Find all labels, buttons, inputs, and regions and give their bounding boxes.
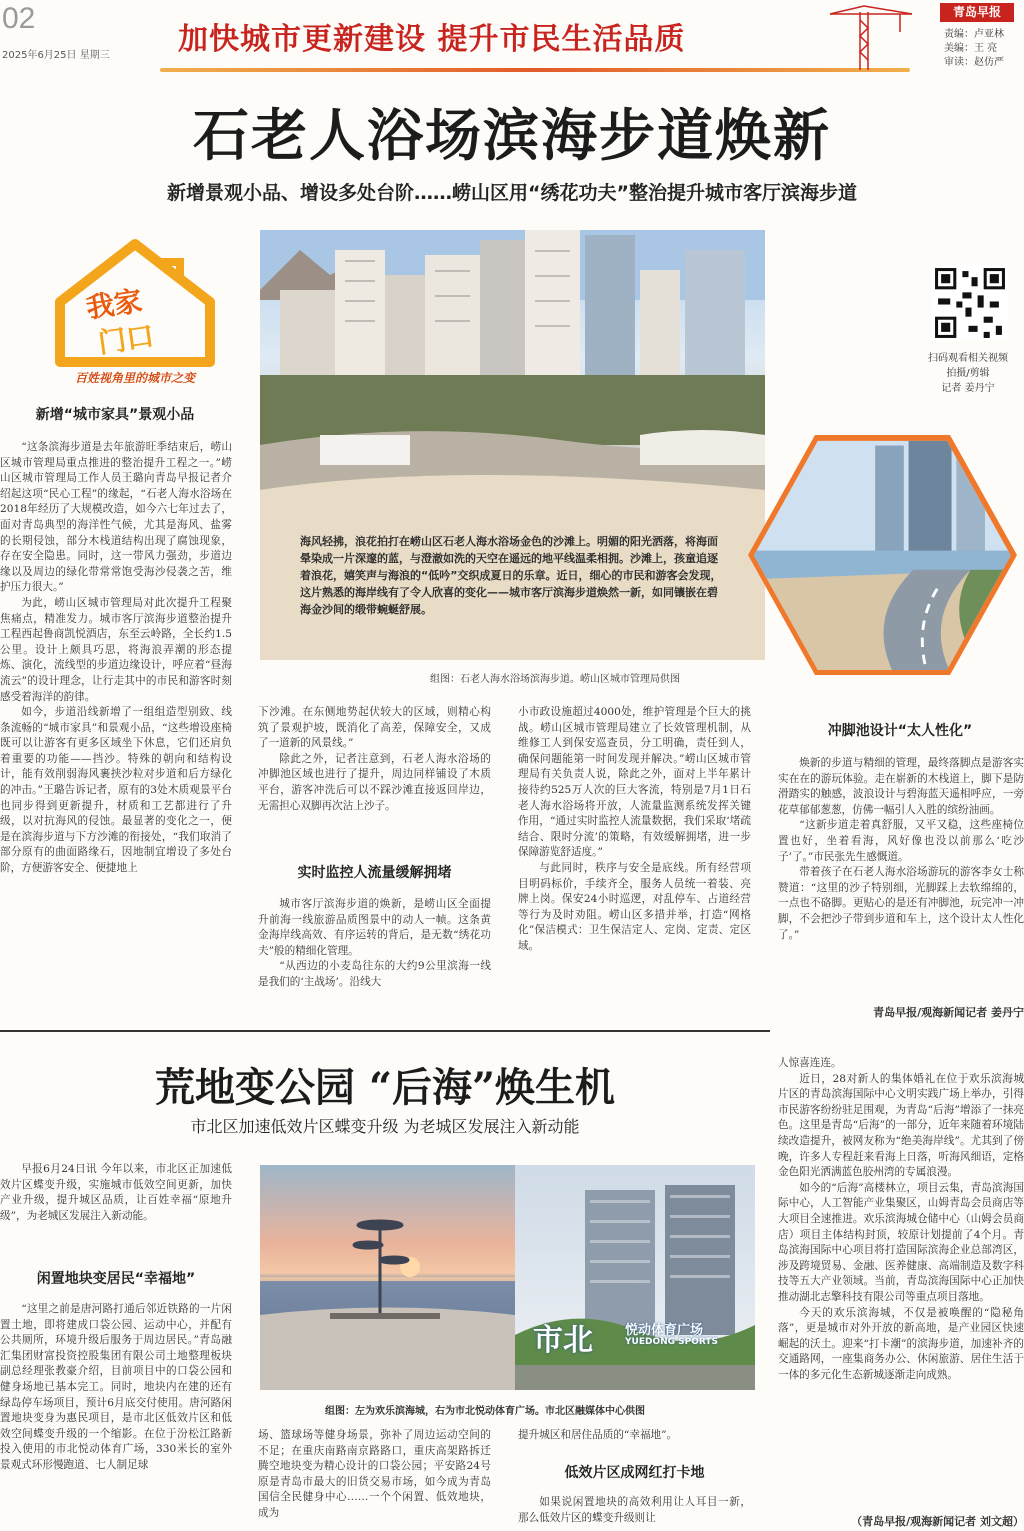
editor-credits [944, 28, 1004, 70]
paragraph: 焕新的步道与精细的管理，最终落脚点是游客实实在在的游玩体验。走在崭新的木栈道上，脚下是防滑踏实的触感，波浪设计与碧海蓝天遥相呼应，一旁花草郁郁葱葱，仿佛一幅引人入胜的缤纷油画。 [778, 757, 1024, 816]
paragraph: 城市客厅滨海步道的焕新，是崂山区全面提升前海一线旅游品质图景中的动人一帧。这条黄金海岸线高效、有序运转的背后，是无数“绣花功夫”般的精细化管理。 [258, 898, 491, 957]
story1-column-3 [518, 705, 751, 955]
story2-column-1 [0, 1162, 232, 1224]
paragraph: “这新步道走着真舒服，又平又稳，这些座椅位置也好，坐着看海，风好像也没以前那么‘吃沙子’了。”市民张先生感慨道。 [778, 819, 1024, 863]
column-tagline: 百姓视角里的城市之变 [74, 371, 195, 385]
qr-label [912, 351, 1024, 396]
qr-code[interactable] [932, 265, 1008, 341]
photo-overlay-caption: 海风轻拂，浪花拍打在崂山区石老人海水浴场金色的沙滩上。明媚的阳光洒落，将海面晕染成一片深邃的蓝，与澄澈如洗的天空在遥远的地平线温柔相拥。沙滩上，孩童追逐着浪花，嬉笑声与海浪的“低吟”交织成夏日的乐章。近日，细心的市民和游客会发现，这片熟悉的海岸线有了令人欣喜的变化——城市客厅滨海步道焕然一新，如同镶嵌在碧海金沙间的缎带蜿蜒舒展。 [300, 535, 722, 616]
paragraph: 今天的欢乐滨海城，不仅是被唤醒的“隐秘角落”，更是城市对外开放的新高地，是产业园区快速崛起的沃土。迎来“打卡潮”的滨海步道，加速补齐的交通路网，一座集商务办公、休闲旅游、居住生活于一体的多元化生态新城逐渐走向成熟。 [778, 1306, 1024, 1381]
qr-label-line: 扫码观看相关视频 [928, 353, 1008, 364]
sunset-illustration [260, 1165, 515, 1390]
paragraph: 近日，28对新人的集体婚礼在位于欢乐滨海城片区的青岛滨海国际中心文明实践广场上举办，引得市民游客纷纷驻足围观，为青岛“后海”增添了一抹亮色。这里是青岛“后海”的一部分，近年来随着环境陆续改造提升，被网友称为“绝美海岸线”。尤其到了傍晚，许多人专程赶来看海上日落，听海风细语，定格金色阳光洒满蓝色胶州湾的专属浪漫。 [778, 1072, 1024, 1179]
plaza-sign-english: YUEDONG SPORTS [625, 1337, 719, 1347]
paragraph: 早报6月24日讯 今年以来，市北区正加速低效片区蝶变升级，实施城市低效空间更新，加快产业升级，提升城区品质，让百姓幸福“原地升级”，为老城区发展注入新动能。 [0, 1163, 232, 1222]
paragraph: 提升城区和居住品质的“幸福地”。 [518, 1429, 678, 1441]
story1-subhead-3: 冲脚池设计“太人性化” [827, 723, 973, 739]
paragraph: 下沙滩。在东侧地势起伏较大的区域，则精心构筑了景观护坡，既消化了高差，保障安全，又成了一道新的风景线。” [258, 706, 491, 750]
story-divider [0, 1030, 770, 1032]
paragraph: 场、篮球场等健身场景，弥补了周边运动空间的不足；在重庆南路南京路路口，重庆高架路拆迁腾空地块变为精心设计的口袋公园；平安路24号原是青岛市最大的旧货交易市场，如今成为青岛国信全民健身中心……一个个闲置、低效地块，成为 [258, 1429, 491, 1519]
page-number: 02 [2, 2, 36, 35]
paragraph: 如果说闲置地块的高效利用让人耳目一新，那么低效片区的蝶变升级则让 [518, 1496, 751, 1524]
story1-column-4 [778, 756, 1024, 943]
paragraph: 人惊喜连连。 [778, 1057, 842, 1069]
issue-date: 2025年6月25日 星期三 [2, 50, 110, 61]
story1-subhead-2: 实时监控人流量缓解拥堵 [297, 865, 452, 881]
qr-label-line: 拍摄/剪辑 [946, 368, 990, 379]
story1-column-1 [0, 440, 232, 877]
newspaper-logo: 青岛早报 [940, 3, 1014, 22]
story1-column-2b [258, 897, 491, 991]
sunset-seaside-photo [260, 1165, 515, 1390]
paragraph: 如今，步道沿线新增了一组组造型别致、线条流畅的“城市家具”和景观小品，“这些增设座椅既可以让游客有更多区域坐下休息，它们还肩负着重要的功能——挡沙。特殊的朝向和结构设计，能有效削弱海风裹挟沙粒对步道和后方绿化的冲击。”王璐告诉记者，原有的3处木质观景平台也同步得到更新提升，材质和工艺都进行了升级，以对抗海风的侵蚀。最显著的变化之一，便是在滨海步道与下方沙滩的衔接处，“我们取消了部分原有的曲面路缘石，因地制宜增设了多处台阶，方便游客安全、便捷地上 [0, 706, 232, 875]
inset-photo-hexagon [745, 430, 1020, 680]
editor-line: 责编：卢亚林 [944, 29, 1004, 40]
designer-line: 美编：王 亮 [944, 43, 998, 54]
paragraph: 带着孩子在石老人海水浴场游玩的游客李女士称赞道：“这里的沙子特别细，光脚踩上去软绵绵的，一点也不硌脚。更贴心的是还有冲脚池，玩完冲一冲脚，不会把沙子带到步道和车上，这个设计太人性化了。” [778, 866, 1024, 941]
column-mark-title: 我家 [84, 284, 145, 325]
story2-headline: 荒地变公园 “后海”焕生机 [155, 1064, 615, 1111]
story2-photo-credit: 组图：左为欢乐滨海城，右为市北悦动体育广场。市北区融媒体中心供图 [325, 1406, 645, 1417]
paragraph: “这条滨海步道是去年旅游旺季结束后，崂山区城市管理局重点推进的整治提升工程之一。”崂山区城市管理局工作人员王璐向青岛早报记者介绍起这项“民心工程”的缘起，“石老人海水浴场在2018年经历了大规模改造，如今六七年过去了，面对青岛典型的海洋性气候，尤其是海风、盐雾的长期侵蚀，部分木栈道结构出现了腐蚀现象，存在安全隐患。同时，这一带风力强劲，步道边缘以及周边的绿化带常常饱受海沙侵袭之苦，维护压力很大。” [0, 441, 232, 594]
photo-credit: 组图：石老人海水浴场滨海步道。崂山区城市管理局供图 [430, 674, 680, 685]
paragraph: “从西边的小麦岛往东的大约9公里滨海一线是我们的‘主战场’。沿线大 [258, 960, 491, 988]
plaza-sign-title: 市北 [533, 1323, 593, 1358]
crane-icon [820, 4, 915, 70]
story1-subhead-1: 新增“城市家具”景观小品 [35, 407, 195, 423]
story2-column-3b [518, 1495, 751, 1526]
column-mark-title-2: 门口 [96, 319, 157, 360]
sports-plaza-photo [515, 1165, 755, 1390]
paragraph: 为此，崂山区城市管理局对此次提升工程聚焦痛点，精准发力。城市客厅滨海步道整治提升工程西起鲁商凯悦酒店，东至云岭路，全长约1.5公里。设计上颇具巧思，将海浪弄潮的形态提炼、演化，流线型的步道边缘设计，呼应着“昼海流云”的设计理念，让行走其中的市民和游客时刻感受着海洋的韵律。 [0, 596, 232, 703]
story2-subhead-2: 低效片区成网红打卡地 [564, 1465, 705, 1481]
section-banner: 加快城市更新建设 提升市民生活品质 [178, 22, 686, 57]
paragraph: 如今的“后海”高楼林立，项目云集，青岛滨海国际中心，人工智能产业集聚区，山姆青岛会员商店等大项目全速推进。欢乐滨海城仓储中心（山姆会员商店）项目主体结构封顶，较原计划提前了4个月。青岛滨海国际中心项目将打造国际滨海企业总部湾区，涉及跨境贸易、金融、医养健康、高端制造及数字科技等五大产业领域。当前，青岛滨海国际中心正加快推动湖北志擎科技有限公司等重点项目落地。 [778, 1181, 1024, 1303]
proofreader-line: 审读：赵仿严 [944, 57, 1004, 68]
paragraph: 与此同时，秩序与安全是底线。所有经营项目明码标价，手续齐全，服务人员统一着装、亮牌上岗。保安24小时巡逻，对乱停车、占道经营等行为及时劝阻。崂山区多措并举，打造“网格化”保洁模式：卫生保洁定人、定岗、定责、定区域。 [518, 861, 751, 952]
story2-column-2 [258, 1428, 491, 1522]
plaza-sign-name: 悦动体育广场 [625, 1323, 704, 1338]
story2-column-1b [0, 1302, 232, 1474]
story2-subhead-1: 闲置地块变居民“幸福地” [36, 1271, 196, 1287]
banner-rule [160, 68, 910, 72]
story1-subheadline: 新增景观小品、增设多处台阶……崂山区用“绣花功夫”整治提升城市客厅滨海步道 [167, 182, 857, 204]
story1-column-2 [258, 705, 491, 814]
story2-byline: （青岛早报/观海新闻记者 刘文超） [851, 1515, 1024, 1528]
story1-headline: 石老人浴场滨海步道焕新 [193, 104, 831, 169]
paragraph: 除此之外，记者注意到，石老人海水浴场的冲脚池区域也进行了提升，周边同样铺设了木质平台，游客冲洗后可以不踩沙滩直接返回岸边，无需担心双脚再次沾上沙子。 [258, 752, 491, 812]
paragraph: “这里之前是唐河路打通后邻近铁路的一片闲置土地，即将建成口袋公园、运动中心，并配有公共厕所，环境升级后服务于周边居民。”青岛融汇集团财富投资控股集团有限公司土地整理板块副总经理张教豪介绍，目前项目中的口袋公园和健身场地已基本完工。同时，地块内在建的还有绿岛停车场项目，预计6月底交付使用。唐河路闲置地块变身为惠民项目，是市北区低效片区和低效空间蝶变升级的一个缩影。在位于汾松江路新投入使用的市北悦动体育广场，330米长的室外景观式环形慢跑道、七人制足球 [0, 1303, 232, 1471]
qr-label-line: 记者 姜丹宁 [941, 383, 995, 394]
paragraph: 小市政设施超过4000处，维护管理是个巨大的挑战。崂山区城市管理局建立了长效管理机制，从维修工人到保安巡查员，分工明确，责任到人，确保问题能第一时间发现并解决。”崂山区城市管理局有关负责人说，除此之外，面对上半年累计接待约525万人次的巨大客流，特别是7月1日石老人海水浴场将开放，人流量监测系统发挥关键作用，“通过实时监控人流量数据，我们采取‘堵疏结合、限时分流’的策略，有效缓解拥堵，进一步保障游览舒适度。” [518, 706, 751, 859]
story2-column-4 [778, 1056, 1024, 1383]
story1-byline: 青岛早报/观海新闻记者 姜丹宁 [873, 1006, 1024, 1019]
story2-subheadline: 市北区加速低效片区蝶变升级 为老城区发展注入新动能 [190, 1117, 580, 1136]
story2-column-3 [518, 1428, 751, 1444]
